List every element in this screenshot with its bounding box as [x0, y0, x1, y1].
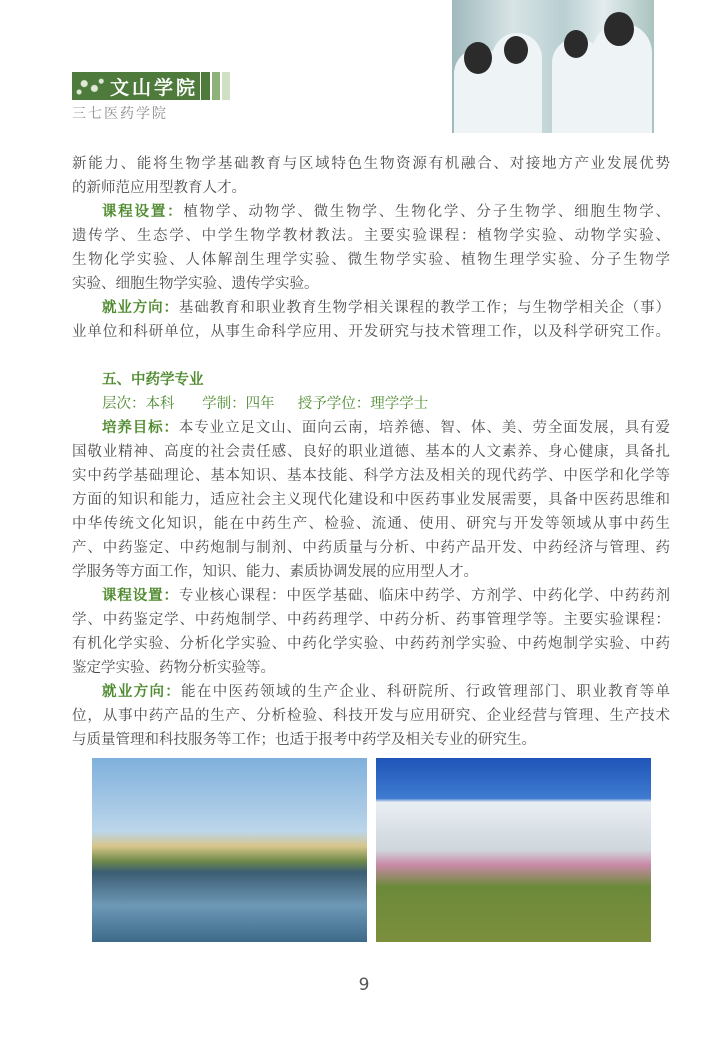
paragraph-label: 培养目标： — [102, 420, 179, 436]
body-text — [72, 152, 670, 752]
line-text: 业单位和科研单位，从事生命科学应用、开发研究与技术管理工作，以及科学研究工作。 — [72, 324, 670, 340]
logo-bar-dark — [201, 72, 210, 100]
text-line — [72, 248, 670, 272]
campus-lake-photo — [92, 758, 367, 942]
line-text: 鉴定学实验、药物分析实验等。 — [72, 660, 275, 676]
line-text: 基础教育和职业教育生物学相关课程的教学工作；与生物学相关企（事） — [178, 300, 670, 316]
line-text: 位，从事中药产品的生产、分析检验、科技开发与应用研究、企业经营与管理、生产技术 — [72, 708, 670, 724]
line-text: 与质量管理和科技服务等工作；也适于报考中药学及相关专业的研究生。 — [72, 732, 536, 748]
line-text: 能在中医药领域的生产企业、科研院所、行政管理部门、职业教育等单 — [181, 684, 671, 700]
text-line — [72, 488, 670, 512]
text-line — [72, 512, 670, 536]
text-line — [72, 680, 670, 704]
line-text: 有机化学实验、分析化学实验、中药化学实验、中药药剂学实验、中药炮制学实验、中药 — [72, 636, 670, 652]
text-line — [72, 224, 670, 248]
text-line — [72, 320, 670, 344]
school-subtitle: 三七医药学院 — [72, 106, 168, 122]
text-line — [72, 296, 670, 320]
logo-text: 文山学院 — [110, 76, 199, 99]
text-line — [72, 416, 670, 440]
line-text: 生物化学实验、人体解剖生理学实验、微生物学实验、植物生理学实验、分子生物学 — [72, 252, 670, 268]
line-text: 方面的知识和能力，适应社会主义现代化建设和中医药事业发展需要，具备中医药思维和 — [72, 492, 670, 508]
line-text: 产、中药鉴定、中药炮制与制剂、中药质量与分析、中药产品开发、中药经济与管理、药 — [72, 540, 670, 556]
line-text: 实验、细胞生物学实验、遗传学实验。 — [72, 276, 319, 292]
line-text: 实中药学基础理论、基本知识、基本技能、科学方法及相关的现代药学、中医学和化学等 — [72, 468, 670, 484]
logo-bar-light — [222, 72, 230, 100]
line-text: 专业核心课程：中医学基础、临床中药学、方剂学、中药化学、中药药剂 — [178, 588, 670, 604]
campus-lawn-photo — [376, 758, 651, 942]
program-meta: 层次：本科 学制：四年 授予学位：理学学士 — [102, 396, 429, 412]
text-line — [72, 632, 670, 656]
text-line — [72, 200, 670, 224]
page-number: 9 — [358, 975, 370, 995]
college-logo — [72, 72, 200, 100]
tcm-major-section — [72, 416, 670, 752]
line-text: 国敬业精神、高度的社会责任感、良好的职业道德、基本的人文素养、身心健康，具备扎 — [72, 444, 670, 460]
text-line — [72, 608, 670, 632]
text-line — [72, 440, 670, 464]
line-text: 本专业立足文山、面向云南，培养德、智、体、美、劳全面发展，具有爱 — [178, 420, 670, 436]
paragraph-label: 就业方向： — [102, 684, 182, 700]
text-line — [72, 656, 670, 680]
text-line — [72, 176, 670, 200]
logo-bar-mid — [212, 72, 220, 100]
line-text: 学服务等方面工作，知识、能力、素质协调发展的应用型人才。 — [72, 564, 478, 580]
line-text: 中华传统文化知识，能在中药生产、检验、流通、使用、研究与开发等领域从事中药生 — [72, 516, 670, 532]
line-text: 新能力、能将生物学基础教育与区域特色生物资源有机融合、对接地方产业发展优势 — [72, 156, 670, 172]
text-line — [72, 152, 670, 176]
paragraph-label: 就业方向： — [102, 300, 179, 316]
line-text: 植物学、动物学、微生物学、生物化学、分子生物学、细胞生物学、 — [183, 204, 671, 220]
text-line — [72, 464, 670, 488]
section-heading: 五、中药学专业 — [102, 372, 204, 388]
text-line — [72, 560, 670, 584]
line-text: 学、中药鉴定学、中药炮制学、中药药理学、中药分析、药事管理学等。主要实验课程： — [72, 612, 670, 628]
biology-major-section — [72, 152, 670, 344]
text-line — [72, 584, 670, 608]
paragraph-label: 课程设置： — [102, 588, 179, 604]
line-text: 遗传学、生态学、中学生物学教材教法。主要实验课程：植物学实验、动物学实验、 — [72, 228, 670, 244]
text-line — [72, 536, 670, 560]
text-line — [72, 272, 670, 296]
line-text: 的新师范应用型教育人才。 — [72, 180, 246, 196]
floral-ornament-icon — [74, 74, 108, 98]
paragraph-label: 课程设置： — [102, 204, 184, 220]
lab-students-photo — [452, 0, 654, 133]
text-line — [72, 728, 670, 752]
text-line — [72, 704, 670, 728]
